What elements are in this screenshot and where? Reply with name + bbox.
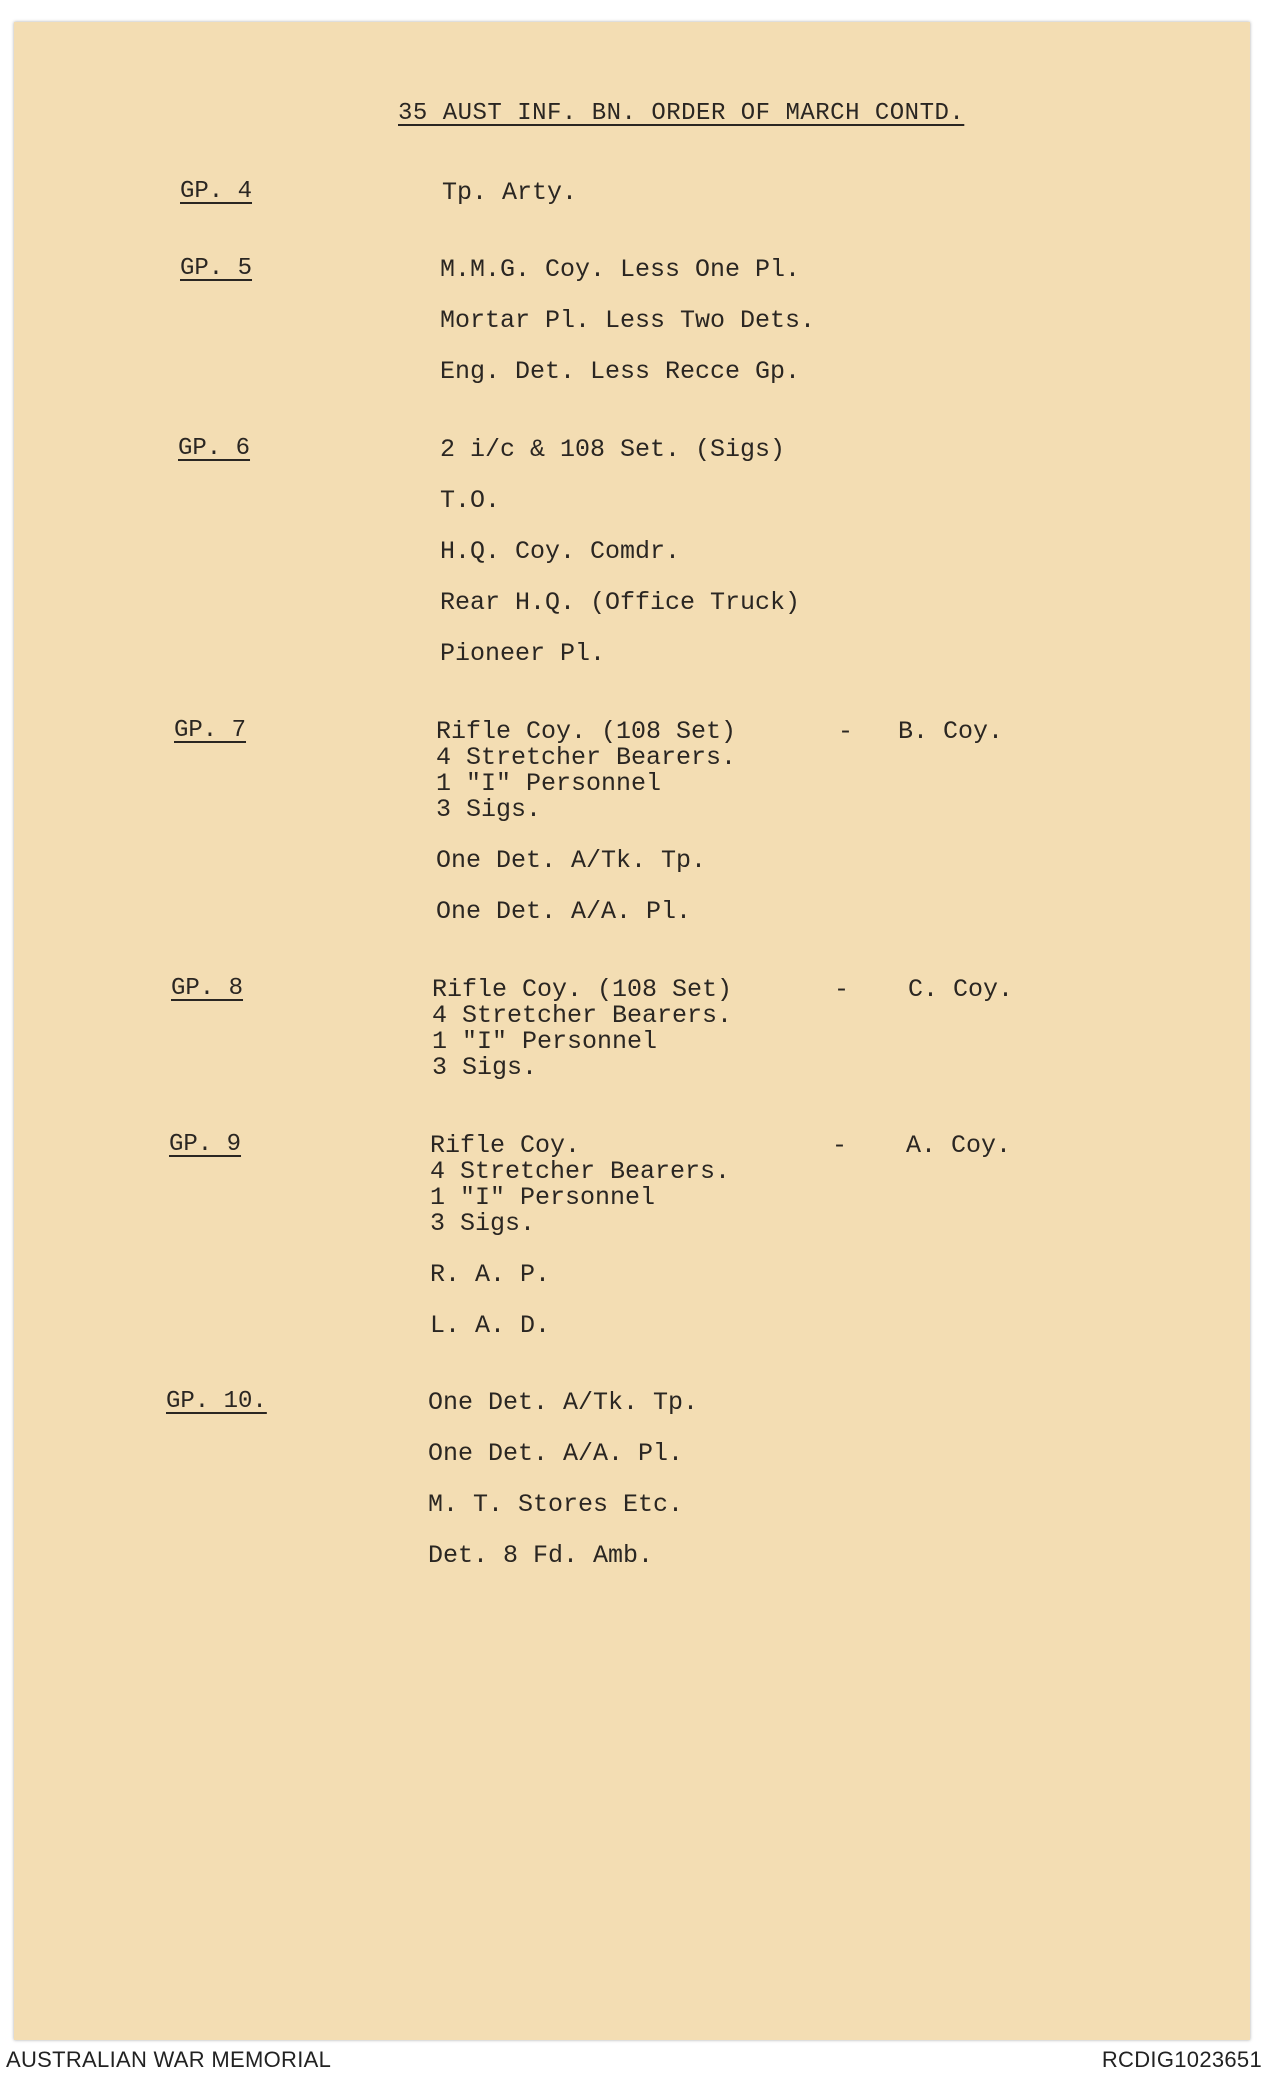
group-entry-line: 3 Sigs. bbox=[432, 1053, 538, 1082]
group-entry-line: L. A. D. bbox=[430, 1311, 551, 1340]
group-label: GP. 10. bbox=[166, 1388, 267, 1415]
group-entry-line: Rifle Coy. bbox=[430, 1131, 581, 1160]
footer-left-credit: AUSTRALIAN WAR MEMORIAL bbox=[6, 2047, 332, 2072]
group-label: GP. 9 bbox=[169, 1131, 242, 1158]
group-label: GP. 4 bbox=[180, 178, 253, 205]
group-entry-line: Rear H.Q. (Office Truck) bbox=[440, 588, 801, 617]
group-entry-line: Pioneer Pl. bbox=[440, 639, 606, 668]
group-entry-line: One Det. A/A. Pl. bbox=[428, 1439, 684, 1468]
assigned-company: C. Coy. bbox=[908, 975, 1014, 1004]
group-entry-line: 1 "I" Personnel bbox=[430, 1183, 656, 1212]
group-entry-line: 2 i/c & 108 Set. (Sigs) bbox=[440, 435, 786, 464]
group-entry-line: H.Q. Coy. Comdr. bbox=[440, 537, 681, 566]
group-entry-line: M.M.G. Coy. Less One Pl. bbox=[440, 255, 801, 284]
group-entry-line: One Det. A/Tk. Tp. bbox=[428, 1388, 699, 1417]
group-label: GP. 7 bbox=[174, 717, 247, 744]
group-entry-line: 3 Sigs. bbox=[436, 795, 542, 824]
group-label: GP. 5 bbox=[180, 255, 253, 282]
group-entry-line: M. T. Stores Etc. bbox=[428, 1490, 684, 1519]
group-entry-line: Det. 8 Fd. Amb. bbox=[428, 1541, 654, 1570]
group-entry-line: 1 "I" Personnel bbox=[436, 769, 662, 798]
group-entry-line: One Det. A/Tk. Tp. bbox=[436, 846, 707, 875]
group-entry-line: Rifle Coy. (108 Set) bbox=[432, 975, 733, 1004]
group-entry-line: Mortar Pl. Less Two Dets. bbox=[440, 306, 816, 335]
assignment-dash: - bbox=[838, 717, 854, 746]
group-entry-line: R. A. P. bbox=[430, 1260, 551, 1289]
group-entry-line: 1 "I" Personnel bbox=[432, 1027, 658, 1056]
group-entry-line: Tp. Arty. bbox=[442, 178, 578, 207]
assigned-company: A. Coy. bbox=[906, 1131, 1012, 1160]
group-label: GP. 8 bbox=[171, 975, 244, 1002]
group-entry-line: 3 Sigs. bbox=[430, 1209, 536, 1238]
group-entry-line: Rifle Coy. (108 Set) bbox=[436, 717, 737, 746]
group-entry-line: One Det. A/A. Pl. bbox=[436, 897, 692, 926]
group-entry-line: T.O. bbox=[440, 486, 501, 515]
footer-right-id: RCDIG1023651 bbox=[1101, 2047, 1262, 2072]
group-entry-line: Eng. Det. Less Recce Gp. bbox=[440, 357, 801, 386]
group-label: GP. 6 bbox=[178, 435, 251, 462]
document-title: 35 AUST INF. BN. ORDER OF MARCH CONTD. bbox=[398, 100, 965, 127]
assigned-company: B. Coy. bbox=[898, 717, 1004, 746]
assignment-dash: - bbox=[834, 975, 850, 1004]
group-entry-line: 4 Stretcher Bearers. bbox=[436, 743, 737, 772]
assignment-dash: - bbox=[832, 1131, 848, 1160]
group-entry-line: 4 Stretcher Bearers. bbox=[430, 1157, 731, 1186]
group-entry-line: 4 Stretcher Bearers. bbox=[432, 1001, 733, 1030]
